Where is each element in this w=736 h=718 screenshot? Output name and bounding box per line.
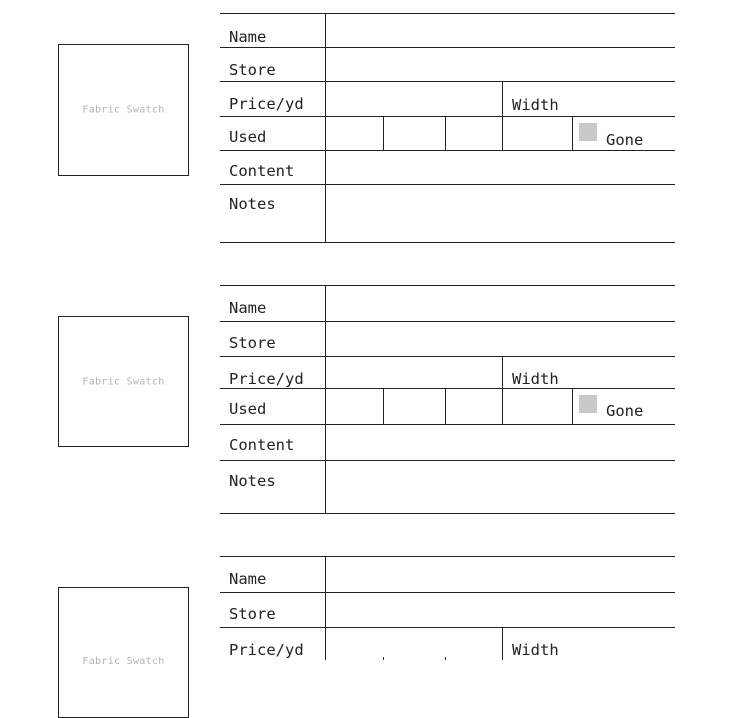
width-label: Width — [512, 96, 559, 114]
fabric-swatch-box — [58, 587, 189, 718]
rule — [220, 592, 675, 593]
used-cell-divider — [383, 388, 384, 425]
gone-checkbox[interactable] — [579, 123, 597, 141]
gone-label: Gone — [606, 131, 644, 149]
used-cell-divider — [445, 116, 446, 151]
fabric-swatch-box — [58, 44, 189, 176]
name-label: Name — [229, 299, 267, 317]
rule — [220, 460, 675, 461]
price-label: Price/yd — [229, 95, 304, 113]
swatch-label: Fabric Swatch — [82, 656, 165, 667]
rule — [220, 513, 675, 514]
used-cell-divider — [572, 388, 573, 425]
rule — [220, 13, 675, 14]
gone-checkbox[interactable] — [579, 395, 597, 413]
rule — [220, 47, 675, 48]
fabric-record-form — [220, 285, 675, 517]
label-divider — [325, 285, 326, 514]
price-label: Price/yd — [229, 370, 304, 388]
rule — [220, 150, 675, 151]
rule — [220, 116, 675, 117]
rule — [220, 184, 675, 185]
rule — [220, 321, 675, 322]
used-label: Used — [229, 128, 267, 146]
rule — [220, 424, 675, 425]
content-label: Content — [229, 162, 295, 180]
swatch-label: Fabric Swatch — [82, 376, 165, 387]
used-cell-divider — [445, 388, 446, 425]
rule — [220, 627, 675, 628]
width-divider — [502, 627, 503, 660]
rule — [220, 242, 675, 243]
name-label: Name — [229, 28, 267, 46]
used-cell-divider — [383, 116, 384, 151]
store-label: Store — [229, 334, 276, 352]
used-label: Used — [229, 400, 267, 418]
store-label: Store — [229, 605, 276, 623]
width-label: Width — [512, 370, 559, 388]
name-label: Name — [229, 570, 267, 588]
fabric-swatch-box — [58, 316, 189, 447]
notes-label: Notes — [229, 195, 276, 213]
fabric-record-form — [220, 0, 675, 245]
width-divider — [502, 81, 503, 151]
rule — [220, 81, 675, 82]
width-label: Width — [512, 641, 559, 659]
rule — [220, 285, 675, 286]
notes-label: Notes — [229, 472, 276, 490]
swatch-label: Fabric Swatch — [82, 104, 165, 116]
price-label: Price/yd — [229, 641, 304, 659]
width-divider — [502, 356, 503, 425]
fabric-record-form — [220, 556, 675, 660]
label-divider — [325, 13, 326, 243]
store-label: Store — [229, 61, 276, 79]
label-divider — [325, 556, 326, 660]
content-label: Content — [229, 436, 295, 454]
rule — [220, 356, 675, 357]
used-cell-divider — [572, 116, 573, 151]
gone-label: Gone — [606, 402, 644, 420]
rule — [220, 556, 675, 557]
rule — [220, 388, 675, 389]
